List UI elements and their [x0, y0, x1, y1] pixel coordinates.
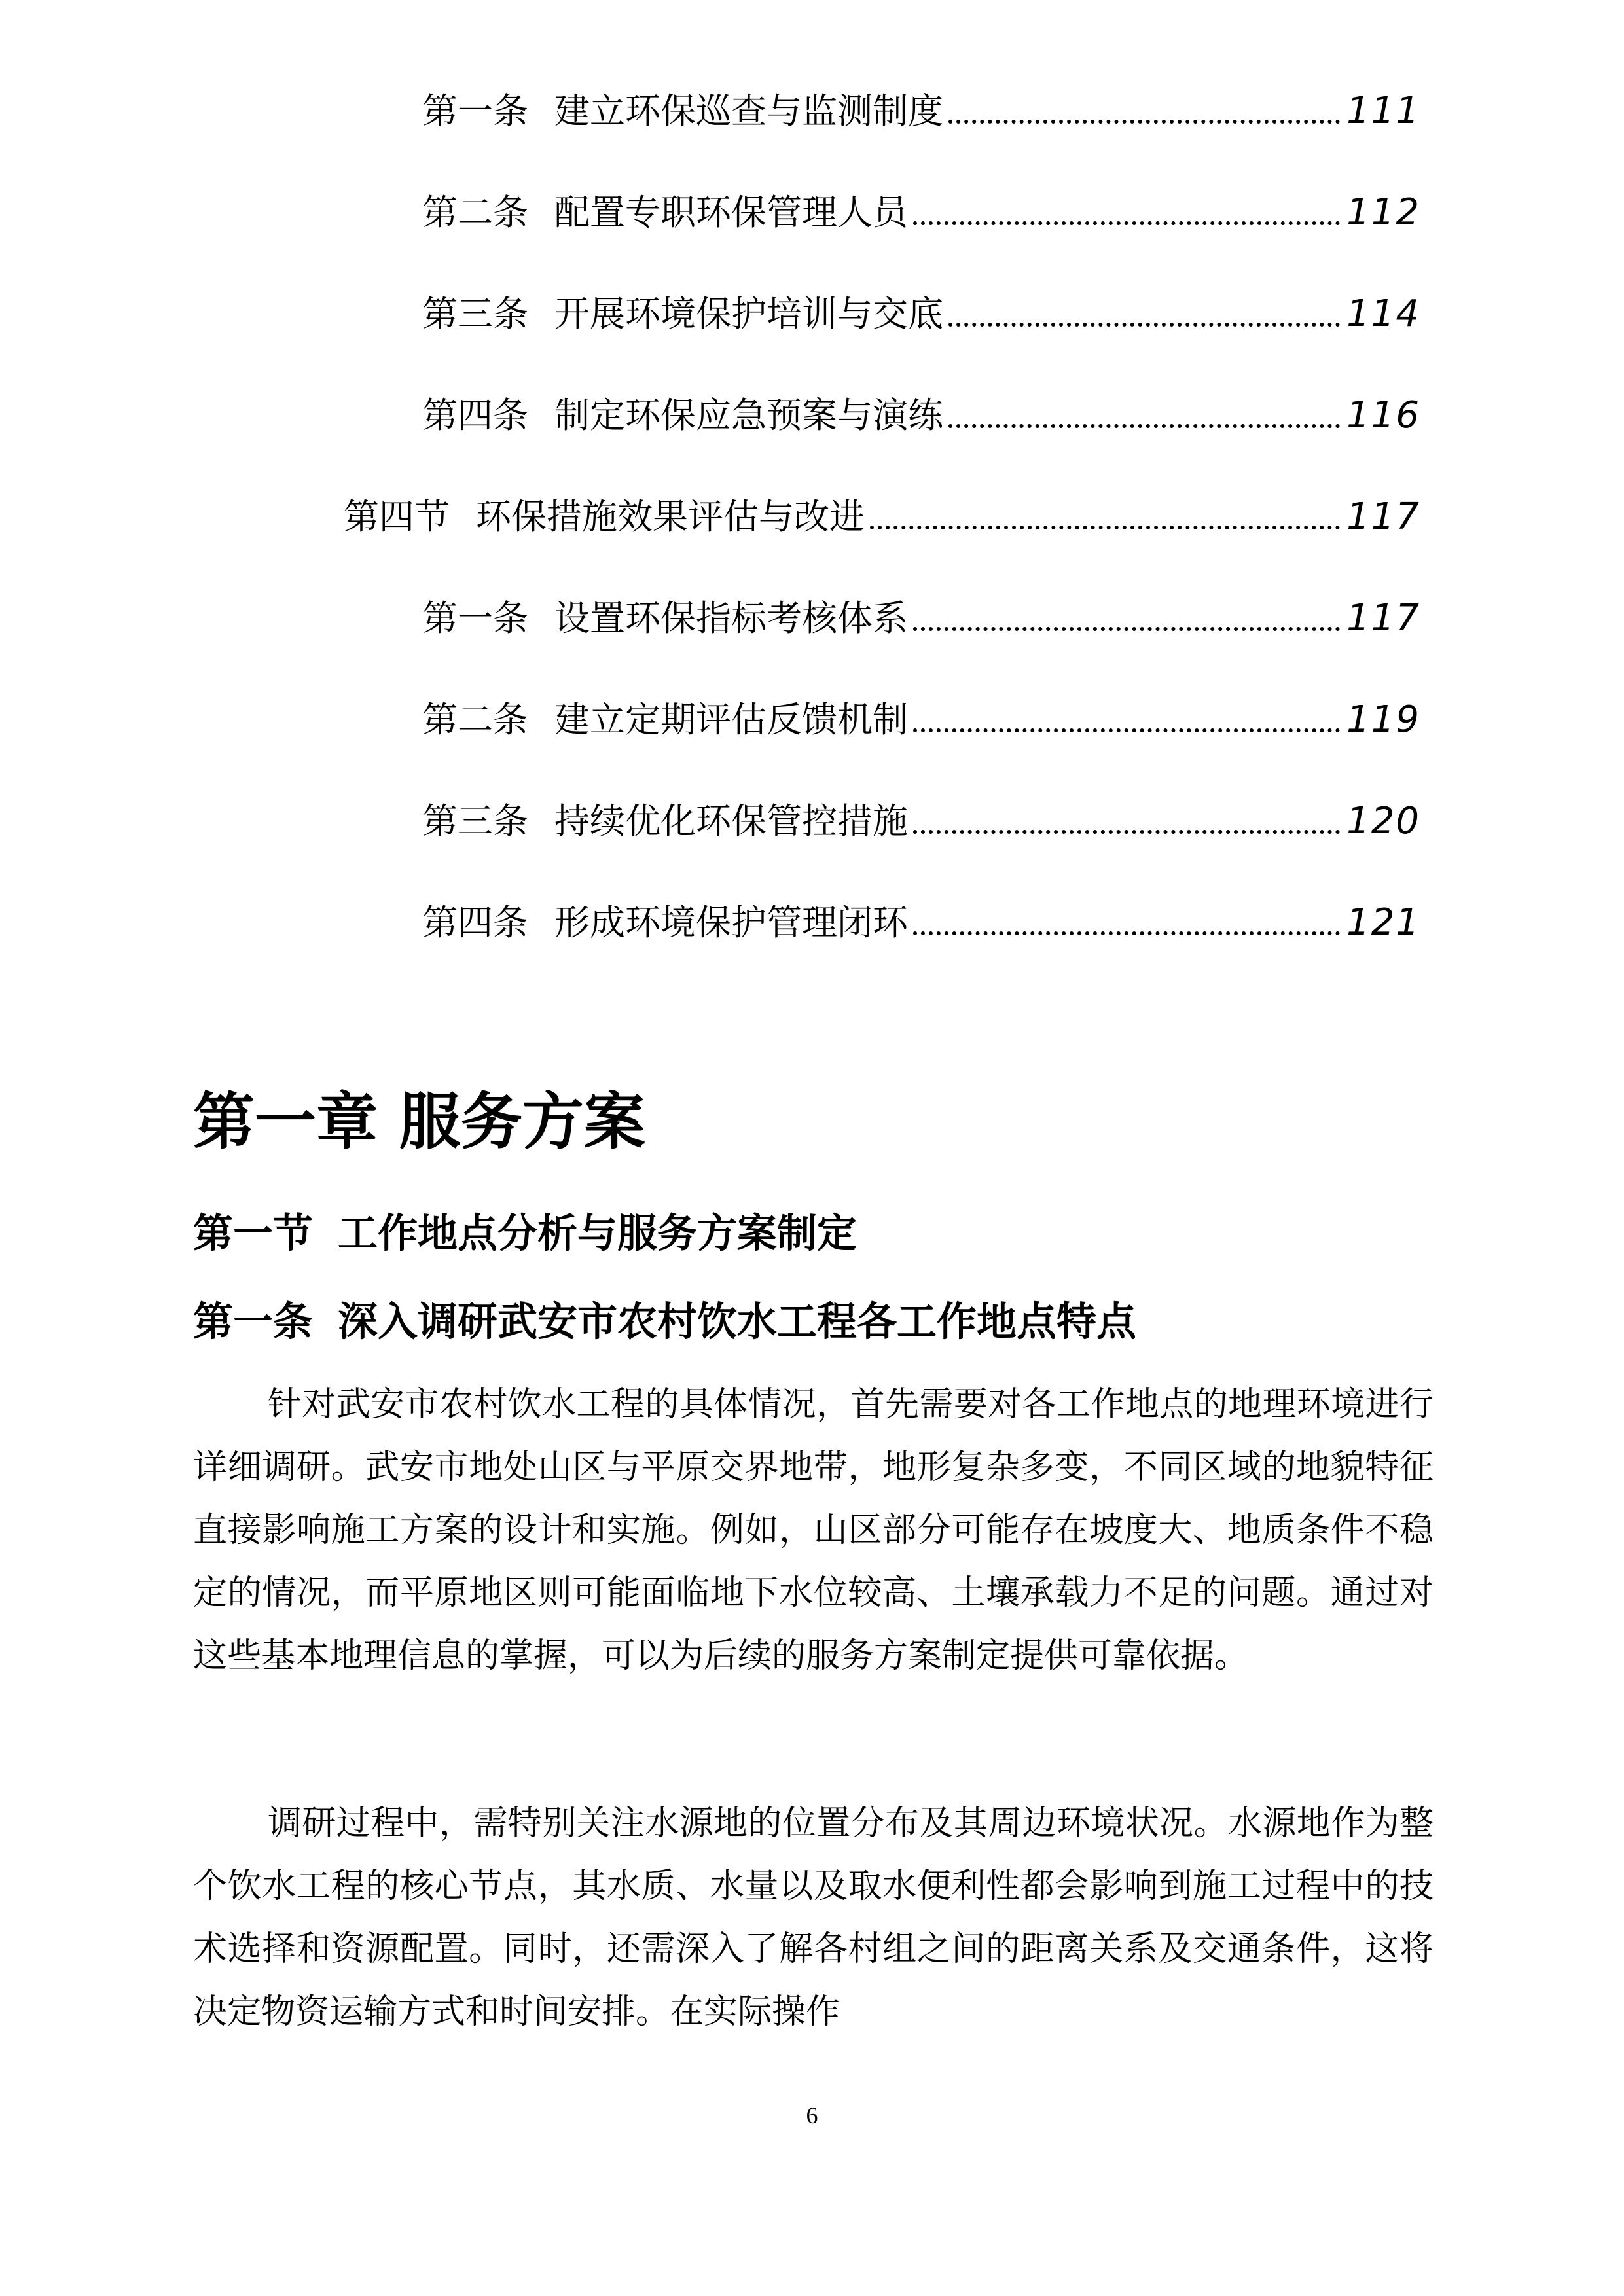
toc-entry[interactable]	[422, 85, 1420, 137]
toc-dot-leader	[913, 627, 1340, 631]
section-title: 工作地点分析与服务方案制定	[338, 1210, 857, 1257]
toc-entry-number: 第三条	[422, 800, 528, 842]
section-number: 第一节	[193, 1210, 314, 1257]
page-number: 6	[806, 2102, 818, 2128]
toc-entry-number: 第四条	[422, 902, 528, 943]
toc-entry-title: 制定环保应急预案与演练	[554, 395, 943, 436]
toc-entry-title: 设置环保指标考核体系	[554, 598, 908, 639]
toc-entry-page: 117	[1346, 597, 1420, 639]
toc-entry[interactable]	[422, 389, 1420, 442]
body-paragraph: 调研过程中，需特别关注水源地的位置分布及其周边环境状况。水源地作为整个饮水工程的核心节点，其水质、水量以及取水便利性都会影响到施工过程中的技术选择和资源配置。同时，还需深入了解各村组之间的距离关系及交通条件，这将决定物资运输方式和时间安排。在实际操作	[193, 1804, 1434, 2032]
toc-entry[interactable]	[422, 694, 1420, 746]
toc-entry-number: 第四条	[422, 395, 528, 436]
toc-entry-title: 配置专职环保管理人员	[554, 192, 908, 233]
toc-dot-leader	[913, 931, 1340, 935]
toc-entry-title: 形成环境保护管理闭环	[554, 902, 908, 943]
article-heading	[193, 1293, 1136, 1352]
toc-entry-title: 建立环保巡查与监测制度	[554, 90, 943, 132]
toc-entry-number: 第三条	[422, 293, 528, 334]
toc-entry-title: 建立定期评估反馈机制	[554, 699, 908, 740]
toc-entry-title: 环保措施效果评估与改进	[476, 496, 865, 537]
toc-entry-title: 开展环境保护培训与交底	[554, 293, 943, 334]
toc-entry-number: 第一条	[422, 598, 528, 639]
toc-dot-leader	[948, 424, 1340, 428]
toc-dot-leader	[913, 830, 1340, 834]
toc-entry-number: 第二条	[422, 699, 528, 740]
toc-dot-leader	[948, 120, 1340, 124]
toc-dot-leader	[913, 728, 1340, 732]
toc-entry-page: 117	[1346, 495, 1420, 538]
toc-entry-page: 116	[1346, 394, 1420, 437]
toc-dot-leader	[913, 221, 1340, 225]
toc-dot-leader	[948, 323, 1340, 327]
toc-entry-number: 第二条	[422, 192, 528, 233]
article-number: 第一条	[193, 1299, 314, 1345]
toc-dot-leader	[870, 526, 1340, 529]
section-heading	[193, 1204, 857, 1263]
toc-entry[interactable]	[422, 288, 1420, 340]
toc-entry[interactable]	[422, 897, 1420, 949]
body-paragraph: 针对武安市农村饮水工程的具体情况，首先需要对各工作地点的地理环境进行详细调研。武安市地处山区与平原交界地带，地形复杂多变，不同区域的地貌特征直接影响施工方案的设计和实施。例如，山区部分可能存在坡度大、地质条件不稳定的情况，而平原地区则可能面临地下水位较高、土壤承载力不足的问题。通过对这些基本地理信息的掌握，可以为后续的服务方案制定提供可靠依据。	[193, 1385, 1434, 1676]
chapter-title: 第一章 服务方案	[193, 1086, 645, 1158]
toc-entry-page: 120	[1346, 800, 1420, 842]
article-title: 深入调研武安市农村饮水工程各工作地点特点	[338, 1299, 1137, 1345]
toc-entry-page: 111	[1346, 90, 1420, 132]
toc-entry-page: 112	[1346, 191, 1420, 234]
toc-entry-number: 第四节	[344, 496, 450, 537]
toc-entry[interactable]	[422, 592, 1420, 645]
toc-entry[interactable]	[422, 187, 1420, 239]
toc-entry[interactable]	[422, 795, 1420, 848]
toc-entry-page: 119	[1346, 698, 1420, 741]
toc-entry[interactable]	[344, 491, 1420, 543]
toc-entry-title: 持续优化环保管控措施	[554, 800, 908, 842]
toc-entry-page: 121	[1346, 901, 1420, 944]
toc-entry-number: 第一条	[422, 90, 528, 132]
toc-entry-page: 114	[1346, 293, 1420, 335]
